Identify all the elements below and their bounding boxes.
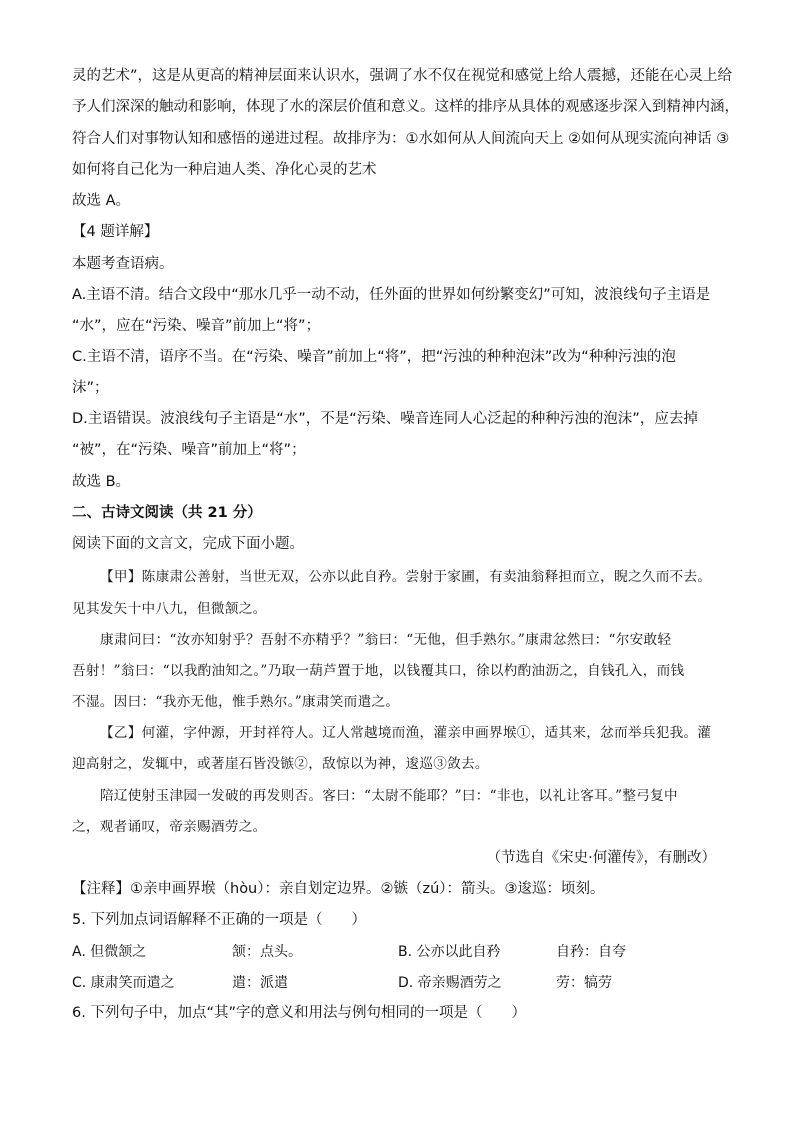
option-b-gloss: 自矜：自夸 bbox=[556, 944, 626, 960]
option-c[interactable]: C. 康肃笑而遣之 bbox=[72, 975, 175, 991]
text-line: A.主语不清。结合文段中“那水几乎一动不动，任外面的世界如何纷繁变幻”可知，波浪线句子主语是 bbox=[72, 287, 711, 303]
passage-line: 见其发矢十中八九，但微颔之。 bbox=[72, 601, 267, 617]
text-line: D.主语错误。波浪线句子主语是“水”，不是“污染、噪音连同人心泛起的种种污浊的泡沫”，应去掉 bbox=[72, 411, 698, 427]
text-line: 符合人们对事物认知和感悟的递进过程。故排序为：①水如何从人间流向天上 ②如何从现实流向神话 ③ bbox=[72, 131, 730, 147]
option-d[interactable]: D. 帝亲赐酒劳之 bbox=[398, 975, 502, 991]
source-citation: （节选自《宋史·何灌传》，有删改） bbox=[486, 850, 716, 866]
passage-line: 不湿。因曰：“我亦无他，惟手熟尔。”康肃笑而遣之。 bbox=[72, 694, 400, 710]
option-d-gloss: 劳：犒劳 bbox=[556, 975, 612, 991]
answer-choice: 故选 A。 bbox=[72, 193, 131, 209]
option-a[interactable]: A. 但微颔之 bbox=[72, 944, 147, 960]
instruction: 阅读下面的文言文，完成下面小题。 bbox=[72, 536, 304, 552]
annotation-note: 【注释】①亲申画界堠（hòu）：亲自划定边界。②镞（zú）：箭头。③逡巡：顷刻。 bbox=[72, 881, 605, 897]
passage-line: 之，观者诵叹，帝亲赐酒劳之。 bbox=[72, 819, 267, 835]
passage-line: 康肃问曰：“汝亦知射乎？吾射不亦精乎？”翁曰：“无他，但手熟尔。”康肃忿然曰：“尔安敢轻 bbox=[100, 632, 672, 648]
text-line: 予人们深深的触动和影响，体现了水的深层价值和意义。这样的排序从具体的观感逐步深入到精神内涵， bbox=[72, 99, 739, 115]
passage-line: 【甲】陈康肃公善射，当世无双，公亦以此自矜。尝射于家圃，有卖油翁释担而立，睨之久而不去。 bbox=[100, 569, 712, 585]
text-line: 如何将自己化为一种启迪人类、净化心灵的艺术 bbox=[72, 162, 377, 178]
section-header: 【4 题详解】 bbox=[72, 224, 159, 240]
section-title: 二、古诗文阅读（共 21 分） bbox=[72, 505, 262, 521]
passage-line: 迎高射之，发辄中，或著崖石皆没镞②，敌惊以为神，逡巡③敛去。 bbox=[72, 756, 489, 772]
option-a-gloss: 颔：点头。 bbox=[232, 944, 302, 960]
answer-choice: 故选 B。 bbox=[72, 474, 131, 490]
passage-line: 吾射！”翁曰：“以我酌油知之。”乃取一葫芦置于地，以钱覆其口，徐以杓酌油沥之，自钱孔入，而钱 bbox=[72, 663, 685, 679]
text-line: 沫”； bbox=[72, 380, 109, 396]
text-line: C.主语不清，语序不当。在“污染、噪音”前加上“将”，把“污浊的种种泡沫”改为“种种污浊的泡 bbox=[72, 349, 676, 365]
question-5: 5. 下列加点词语解释不正确的一项是（ ） bbox=[72, 912, 366, 928]
text-line: 本题考查语病。 bbox=[72, 256, 174, 272]
option-b[interactable]: B. 公亦以此自矜 bbox=[398, 944, 501, 960]
text-line: 灵的艺术”，这是从更高的精神层面来认识水，强调了水不仅在视觉和感觉上给人震撼，还能在心灵上给 bbox=[72, 68, 733, 84]
passage-line: 【乙】何灌，字仲源，开封祥符人。辽人常越境而渔，灌亲申画界堠①，适其来，忿而举兵犯我。灌 bbox=[100, 725, 712, 741]
text-line: “被”，在“污染、噪音”前加上“将”； bbox=[72, 442, 306, 458]
text-line: “水”，应在“污染、噪音”前加上“将”； bbox=[72, 318, 321, 334]
option-c-gloss: 遣：派遣 bbox=[232, 975, 288, 991]
passage-line: 陪辽使射玉津园一发破的再发则否。客曰：“太尉不能耶？”曰：“非也，以礼让客耳。”整弓复中 bbox=[100, 788, 678, 804]
question-6: 6. 下列句子中，加点“其”字的意义和用法与例句相同的一项是（ ） bbox=[72, 1005, 526, 1021]
